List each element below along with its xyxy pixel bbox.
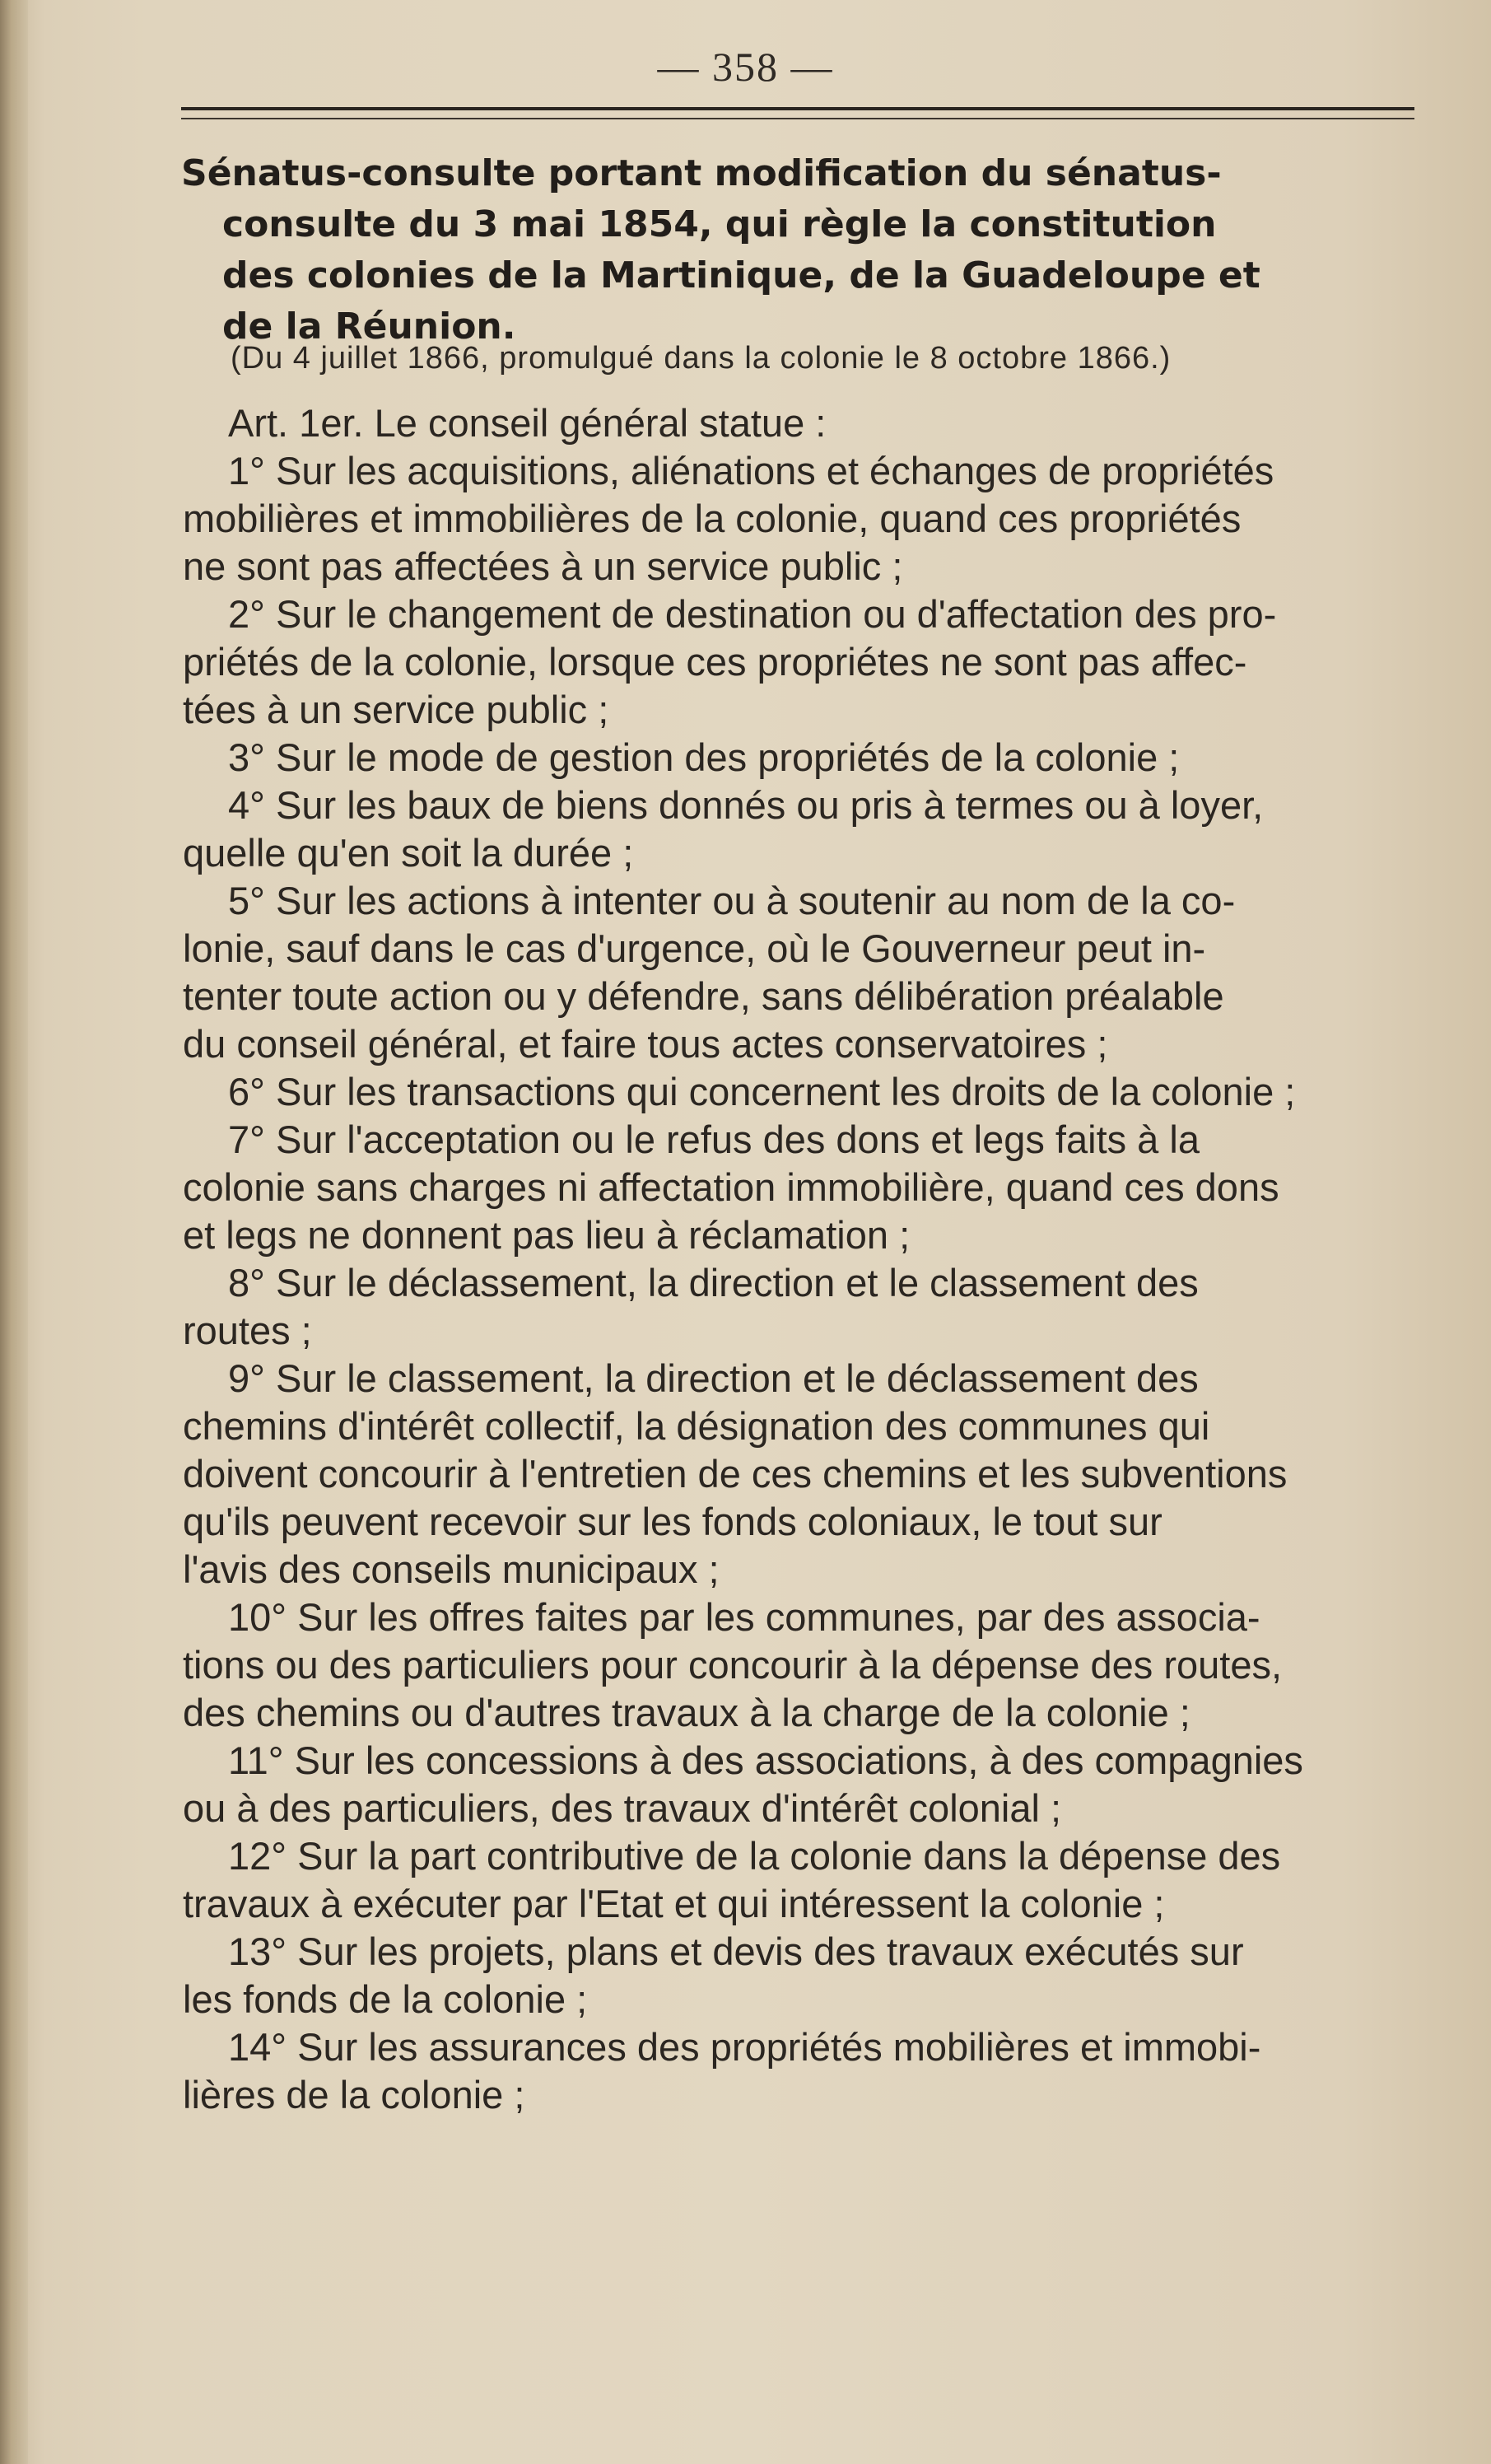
body-line: lières de la colonie ; [183,2073,525,2116]
body-line: Art. 1er. Le conseil général statue : [228,401,827,445]
heading-line: de la Réunion. [222,306,516,348]
body-line: qu'ils peuvent recevoir sur les fonds coloniaux, le tout sur [183,1500,1163,1543]
body-line: 11° Sur les concessions à des associations, à des compagnies [228,1738,1303,1782]
body-line: 8° Sur le déclassement, la direction et le classement des [228,1261,1199,1304]
body-line: chemins d'intérêt collectif, la désignation des communes qui [183,1404,1210,1448]
body-line: priétés de la colonie, lorsque ces propriétes ne sont pas affec- [183,640,1247,684]
body-line: 6° Sur les transactions qui concernent les droits de la colonie ; [228,1070,1296,1113]
body-line: doivent concourir à l'entretien de ces chemins et les subventions [183,1452,1288,1496]
promulgation-date: (Du 4 juillet 1866, promulgué dans la colonie le 8 octobre 1866.) [231,341,1172,376]
body-line: 9° Sur le classement, la direction et le déclassement des [228,1356,1199,1400]
body-line: 5° Sur les actions à intenter ou à soutenir au nom de la co- [228,879,1236,922]
body-line: 1° Sur les acquisitions, aliénations et échanges de propriétés [228,449,1274,492]
body-line: 10° Sur les offres faites par les communes, par des associa- [228,1595,1260,1639]
body-line: 4° Sur les baux de biens donnés ou pris à termes ou à loyer, [228,783,1264,827]
section-heading [181,148,1416,352]
body-line: 12° Sur la part contributive de la colonie dans la dépense des [228,1834,1281,1878]
page-number: — 358 — [657,44,834,90]
body-line: et legs ne donnent pas lieu à réclamation ; [183,1213,911,1257]
body-line: tées à un service public ; [183,688,609,731]
body-line: tenter toute action ou y défendre, sans délibération préalable [183,974,1224,1018]
body-line: tions ou des particuliers pour concourir à la dépense des routes, [183,1643,1283,1687]
body-line: 14° Sur les assurances des propriétés mobilières et immobi- [228,2025,1261,2069]
body-line: du conseil général, et faire tous actes conservatoires ; [183,1022,1108,1066]
body-line: ne sont pas affectées à un service public ; [183,544,903,588]
heading-line: Sénatus-consulte portant modification du sénatus- [181,152,1222,194]
heading-line: consulte du 3 mai 1854, qui règle la constitution [222,203,1217,245]
body-line: 13° Sur les projets, plans et devis des travaux exécutés sur [228,1930,1244,1973]
body-line: lonie, sauf dans le cas d'urgence, où le Gouverneur peut in- [183,926,1206,970]
body-line: des chemins ou d'autres travaux à la charge de la colonie ; [183,1691,1190,1734]
body-line: 2° Sur le changement de destination ou d'affectation des pro- [228,592,1277,636]
body-line: ou à des particuliers, des travaux d'intérêt colonial ; [183,1786,1062,1830]
body-line: routes ; [183,1309,312,1352]
body-line: quelle qu'en soit la durée ; [183,831,634,875]
body-line: 3° Sur le mode de gestion des propriétés de la colonie ; [228,735,1180,779]
body-line: les fonds de la colonie ; [183,1977,588,2021]
body-line: colonie sans charges ni affectation immobilière, quand ces dons [183,1165,1279,1209]
body-line: travaux à exécuter par l'Etat et qui intéressent la colonie ; [183,1882,1165,1925]
page-spine-edge [0,0,28,2464]
body-line: l'avis des conseils municipaux ; [183,1547,720,1591]
body-line: mobilières et immobilières de la colonie, quand ces propriétés [183,497,1242,540]
heading-line: des colonies de la Martinique, de la Guadeloupe et [222,254,1260,296]
body-line: 7° Sur l'acceptation ou le refus des dons et legs faits à la [228,1118,1200,1161]
header-rule [181,107,1414,119]
